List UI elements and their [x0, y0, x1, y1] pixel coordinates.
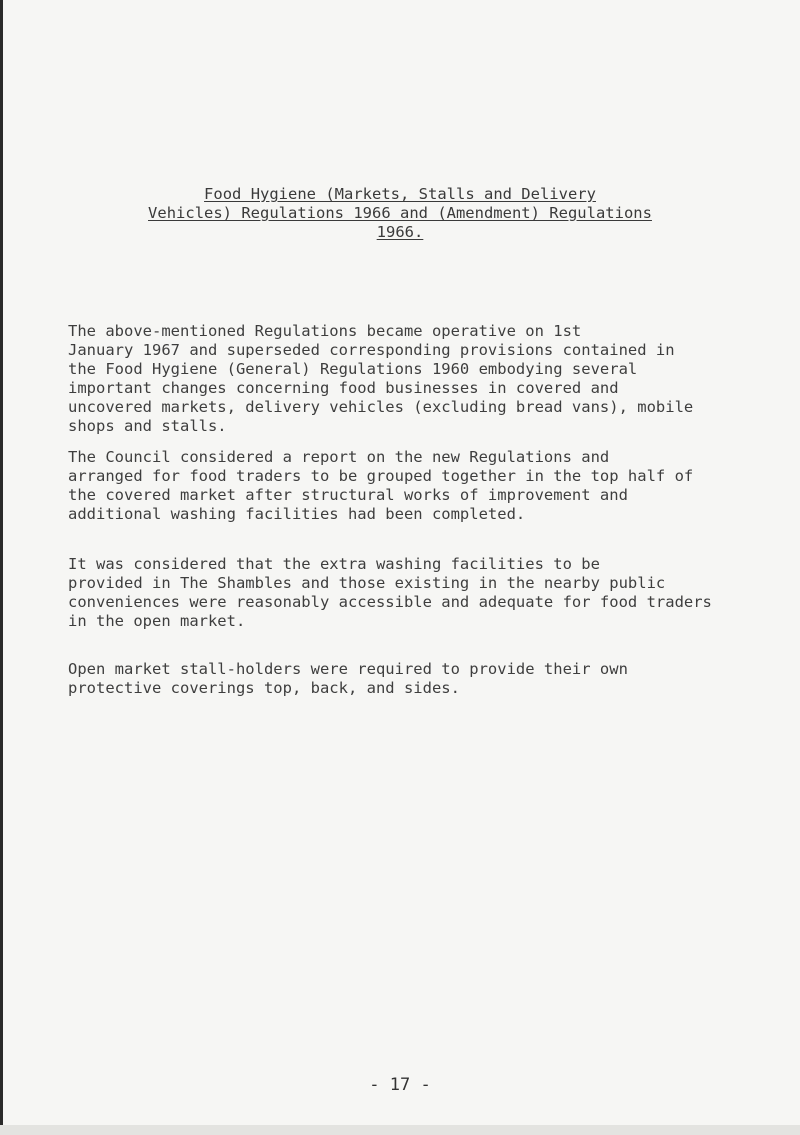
page-number: - 17 - [369, 1075, 431, 1095]
paragraph: The Council considered a report on the new Regulations and arranged for food traders to be grouped together in the top half of the covered market after structural works of improvement and additional washing facilities had been completed. [68, 448, 694, 523]
page-bottom-edge [0, 1125, 800, 1135]
paragraph: The above-mentioned Regulations became operative on 1st January 1967 and superseded corresponding provisions contained in the Food Hygiene (General) Regulations 1960 embodying several important changes concerning food businesses in covered and uncovered markets, delivery vehicles (excluding bread vans), mobile shops and stalls. [68, 322, 694, 435]
heading-line: 1966. [376, 223, 424, 241]
heading-line: Vehicles) Regulations 1966 and (Amendment) Regulations [148, 204, 652, 222]
paragraph: It was considered that the extra washing facilities to be provided in The Shambles and those existing in the nearby public conveniences were reasonably accessible and adequate for food traders in the open market. [68, 555, 712, 630]
page-edge [0, 0, 3, 1135]
paragraph: Open market stall-holders were required to provide their own protective coverings top, back, and sides. [68, 660, 628, 697]
heading-line: Food Hygiene (Markets, Stalls and Delivery [204, 185, 596, 203]
section-heading [0, 185, 800, 242]
